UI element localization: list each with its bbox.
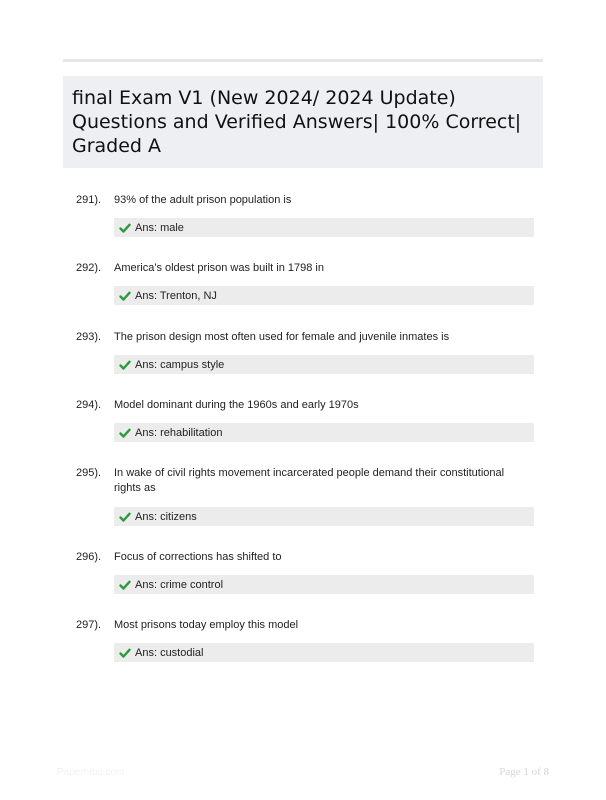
question-number: 293). (76, 331, 102, 343)
answer-text: Ans: rehabilitation (135, 426, 223, 439)
question-text: America's oldest prison was built in 1798 in (114, 262, 324, 274)
page-number: Page 1 of 8 (499, 766, 549, 778)
answer-text: Ans: male (135, 221, 184, 234)
answer-box (114, 355, 534, 374)
question-number: 297). (76, 619, 102, 631)
question-text: 93% of the adult prison population is (114, 194, 292, 206)
document-title: final Exam V1 (New 2024/ 2024 Update) Questions and Verified Answers| 100% Correct| Graded A (72, 87, 522, 157)
answer-box (114, 575, 534, 594)
check-icon (119, 222, 131, 234)
question-number: 292). (76, 262, 102, 274)
answer-text: Ans: citizens (135, 510, 197, 523)
answer-text: Ans: custodial (135, 646, 204, 659)
question-text: Most prisons today employ this model (114, 619, 299, 631)
answer-box (114, 286, 534, 305)
top-divider (63, 59, 543, 62)
question-number: 291). (76, 194, 102, 206)
check-icon (119, 290, 131, 302)
question-number: 296). (76, 551, 102, 563)
check-icon (119, 427, 131, 439)
answer-box (114, 643, 534, 662)
watermark-text: Paperhtbc.com (57, 767, 125, 778)
check-icon (119, 359, 131, 371)
check-icon (119, 579, 131, 591)
title-box (63, 76, 543, 168)
answer-text: Ans: crime control (135, 578, 224, 591)
answer-text: Ans: Trenton, NJ (135, 289, 217, 302)
question-text: Focus of corrections has shifted to (114, 551, 282, 563)
check-icon (119, 511, 131, 523)
question-number: 294). (76, 399, 102, 411)
question-text: The prison design most often used for female and juvenile inmates is (114, 331, 450, 343)
check-icon (119, 647, 131, 659)
answer-text: Ans: campus style (135, 358, 225, 371)
question-text: In wake of civil rights movement incarcerated people demand their constitutional rights as (114, 467, 505, 494)
question-text: Model dominant during the 1960s and early 1970s (114, 399, 359, 411)
answer-box (114, 507, 534, 526)
question-number: 295). (76, 467, 102, 479)
answer-box (114, 218, 534, 237)
answer-box (114, 423, 534, 442)
